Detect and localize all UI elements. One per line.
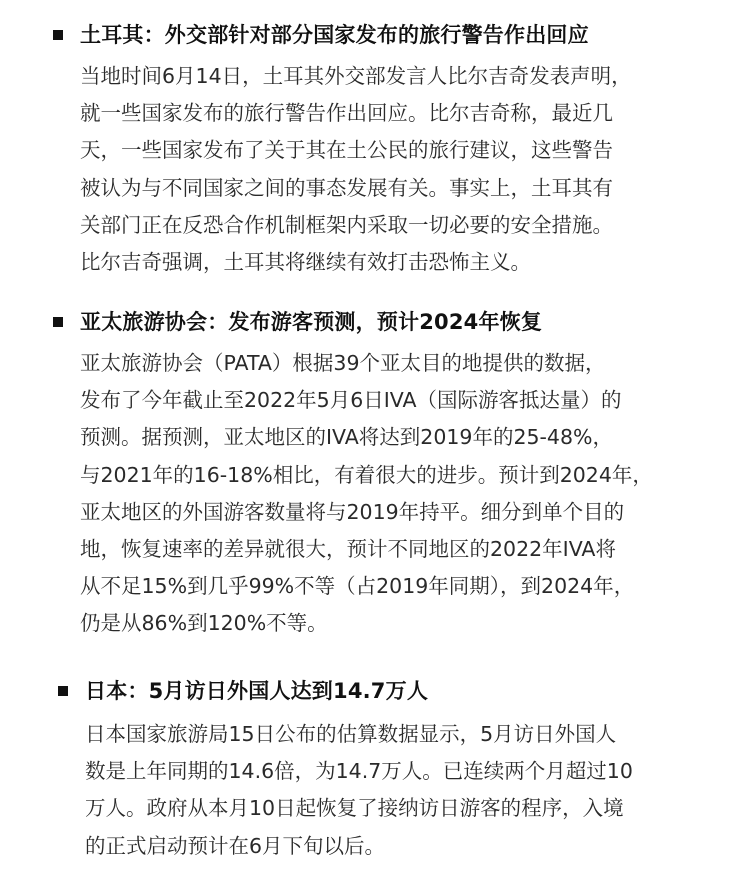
paragraph-line: 日本国家旅游局15日公布的估算数据显示，5月访日外国人 — [85, 722, 617, 746]
paragraph-line: 亚太地区的外国游客数量将与2019年持平。细分到单个目的 — [80, 499, 625, 524]
paragraph-line: 数是上年同期的14.6倍，为14.7万人。已连续两个月超过10 — [85, 759, 633, 784]
paragraph-line: 发布了今年截止至2022年5月6日IVA（国际游客抵达量）的 — [80, 388, 622, 413]
bullet-square-icon — [58, 686, 68, 696]
paragraph-line: 仍是从86%到120%不等。 — [80, 611, 328, 636]
news-paragraph — [85, 716, 633, 865]
paragraph-line: 万人。政府从本月10日起恢复了接纳访日游客的程序，入境 — [85, 796, 624, 821]
paragraph-line: 亚太旅游协会（PATA）根据39个亚太目的地提供的数据， — [80, 351, 606, 375]
bullet-square-icon — [53, 317, 63, 327]
bullet-square-icon — [53, 30, 63, 40]
paragraph-line: 当地时间6月14日，土耳其外交部发言人比尔吉奇发表声明， — [80, 64, 632, 88]
paragraph-line: 从不足15%到几乎99%不等（占2019年同期），到2024年， — [80, 574, 635, 599]
paragraph-line: 比尔吉奇强调，土耳其将继续有效打击恐怖主义。 — [80, 249, 531, 274]
paragraph-line: 天，一些国家发布了关于其在土公民的旅行建议，这些警告 — [80, 138, 613, 163]
paragraph-line: 的正式启动预计在6月下旬以后。 — [85, 833, 386, 858]
news-heading: 土耳其：外交部针对部分国家发布的旅行警告作出回应 — [80, 23, 589, 47]
news-paragraph — [80, 345, 653, 643]
paragraph-line: 与2021年的16-18%相比，有着很大的进步。预计到2024年， — [80, 462, 653, 487]
news-heading: 日本：5月访日外国人达到14.7万人 — [85, 679, 429, 703]
paragraph-line: 被认为与不同国家之间的事态发展有关。事实上，土耳其有 — [80, 175, 613, 200]
paragraph-line: 关部门正在反恐合作机制框架内采取一切必要的安全措施。 — [80, 212, 613, 237]
paragraph-line: 预测。据预测，亚太地区的IVA将达到2019年的25-48%， — [80, 425, 613, 450]
news-heading: 亚太旅游协会：发布游客预测，预计2024年恢复 — [80, 310, 543, 334]
paragraph-line: 地，恢复速率的差异就很大，预计不同地区的2022年IVA将 — [80, 536, 616, 561]
paragraph-line: 就一些国家发布的旅行警告作出回应。比尔吉奇称，最近几 — [80, 101, 613, 126]
news-paragraph — [80, 58, 632, 281]
